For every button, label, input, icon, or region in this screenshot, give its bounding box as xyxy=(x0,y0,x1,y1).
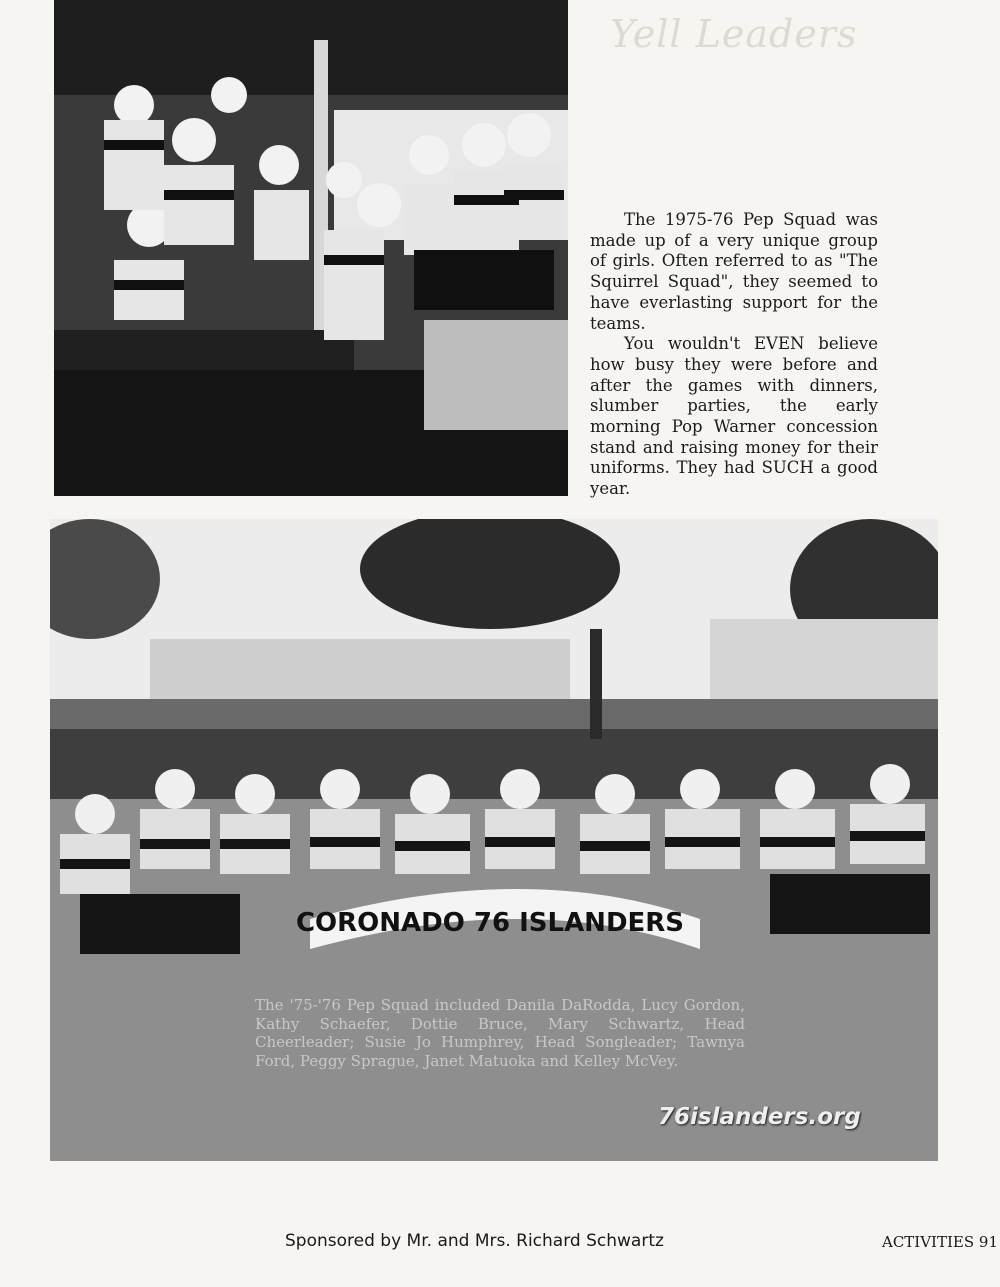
site-watermark: 76islanders.org xyxy=(658,1104,861,1130)
article-text xyxy=(590,210,878,500)
article-paragraph-2: You wouldn't EVEN believe how busy they were before and after the games with dinners, slumber parties, the early morning Pop Warner concession stand and raising money for their uniforms. They had SUCH a good year. xyxy=(590,334,878,499)
article-paragraph-1: The 1975-76 Pep Squad was made up of a very unique group of girls. Often referred to as "The Squirrel Squad", they seemed to have everlasting support for the teams. xyxy=(590,210,878,333)
page-number: ACTIVITIES 91 xyxy=(881,1233,998,1251)
photo-caption: The '75-'76 Pep Squad included Danila DaRodda, Lucy Gordon, Kathy Schaefer, Dottie Bruce, Mary Schwartz, Head Cheerleader; Susie Jo Humphrey, Head Songleader; Tawnya Ford, Peggy Sprague, Janet Matuoka and Kelley McVey. xyxy=(255,996,745,1070)
sponsor-line: Sponsored by Mr. and Mrs. Richard Schwartz xyxy=(285,1231,664,1251)
pep-squad-restaurant-photo xyxy=(54,0,568,496)
banner-letters: CORONADO 76 ISLANDERS xyxy=(295,908,685,938)
faded-header: Yell Leaders xyxy=(610,12,858,56)
